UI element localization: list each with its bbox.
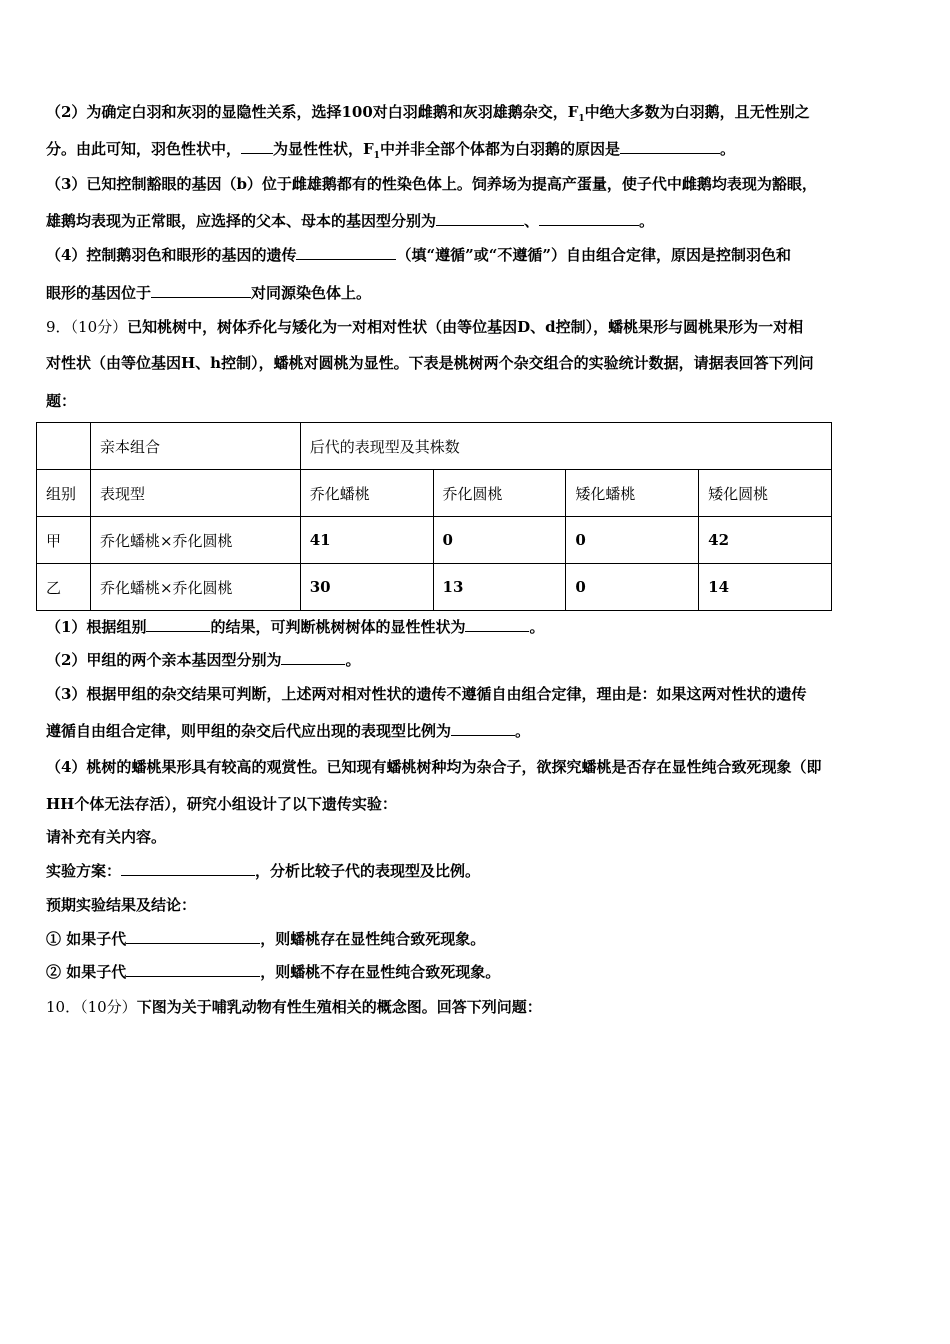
q9-expected-results: 预期实验结果及结论： xyxy=(46,896,197,914)
answer-blank[interactable] xyxy=(620,139,720,154)
row-group: 甲 xyxy=(37,517,91,564)
q9-sub2: （2）甲组的两个亲本基因型分别为 。 xyxy=(46,651,361,669)
answer-blank[interactable] xyxy=(241,139,273,154)
row-parents: 乔化蟠桃×乔化圆桃 xyxy=(90,517,300,564)
answer-blank[interactable] xyxy=(151,283,251,298)
cross-data-table xyxy=(36,422,832,611)
row-parents: 乔化蟠桃×乔化圆桃 xyxy=(90,564,300,611)
q9-result-1: ① 如果子代 ，则蟠桃存在显性纯合致死现象。 xyxy=(46,930,486,948)
question-number: 10．（10分） xyxy=(46,998,137,1016)
q9-intro-line3: 题： xyxy=(46,392,77,410)
header-parent-combination: 亲本组合 xyxy=(90,423,300,470)
table-subheader-row xyxy=(37,470,832,517)
answer-blank[interactable] xyxy=(146,617,210,632)
row-count: 13 xyxy=(433,564,566,611)
row-count: 42 xyxy=(699,517,832,564)
table-header-row xyxy=(37,423,832,470)
header-type: 乔化圆桃 xyxy=(433,470,566,517)
row-count: 30 xyxy=(300,564,433,611)
q9-sub4-line2: HH个体无法存活），研究小组设计了以下遗传实验： xyxy=(46,795,397,813)
answer-blank[interactable] xyxy=(281,650,345,665)
answer-blank[interactable] xyxy=(436,211,524,226)
answer-blank[interactable] xyxy=(126,929,260,944)
header-type: 矮化圆桃 xyxy=(699,470,832,517)
q9-supplement: 请补充有关内容。 xyxy=(46,828,167,846)
header-phenotype: 表现型 xyxy=(90,470,300,517)
header-type: 乔化蟠桃 xyxy=(300,470,433,517)
question-number: 9．（10分） xyxy=(46,318,128,336)
q8-part3-line2: 雄鹅均表现为正常眼，应选择的父本、母本的基因型分别为 、 。 xyxy=(46,212,655,230)
row-group: 乙 xyxy=(37,564,91,611)
q9-intro-line2: 对性状（由等位基因H、h控制），蟠桃对圆桃为显性。下表是桃树两个杂交组合的实验统计数据，请据表回答下列问 xyxy=(46,354,814,372)
q8-part3-line1: （3）已知控制豁眼的基因（b）位于雌雄鹅都有的性染色体上。饲养场为提高产蛋量，使子代中雌鹅均表现为豁眼， xyxy=(46,175,817,193)
row-count: 41 xyxy=(300,517,433,564)
answer-blank[interactable] xyxy=(126,962,260,977)
row-count: 14 xyxy=(699,564,832,611)
q9-sub3-line2: 遵循自由组合定律，则甲组的杂交后代应出现的表现型比例为 。 xyxy=(46,722,531,740)
q9-sub4-line1: （4）桃树的蟠桃果形具有较高的观赏性。已知现有蟠桃树种均为杂合子，欲探究蟠桃是否存在显性纯合致死现象（即 xyxy=(46,758,822,776)
q10-intro: 10．（10分）下图为关于哺乳动物有性生殖相关的概念图。回答下列问题： xyxy=(46,998,542,1016)
q8-part2-line1: （2）为确定白羽和灰羽的显隐性关系，选择100对白羽雌鹅和灰羽雄鹅杂交，$F_1$中绝大多数为白羽鹅，且无性别之 xyxy=(46,103,810,124)
q9-sub3-line1: （3）根据甲组的杂交结果可判断，上述两对相对性状的遗传不遵循自由组合定律，理由是：如果这两对性状的遗传 xyxy=(46,685,807,703)
answer-blank[interactable] xyxy=(451,721,515,736)
answer-blank[interactable] xyxy=(296,245,396,260)
q8-part2-line2: 分。由此可知，羽色性状中， 为显性性状，$F_1$中并非全部个体都为白羽鹅的原因是 。 xyxy=(46,140,735,161)
header-type: 矮化蟠桃 xyxy=(566,470,699,517)
row-count: 0 xyxy=(433,517,566,564)
row-count: 0 xyxy=(566,517,699,564)
q8-part4-line1: （4）控制鹅羽色和眼形的基因的遗传 （填“遵循”或“不遵循”）自由组合定律，原因是控制羽色和 xyxy=(46,246,791,264)
q8-part4-line2: 眼形的基因位于 对同源染色体上。 xyxy=(46,284,372,302)
q9-sub1: （1）根据组别 的结果，可判断桃树树体的显性性状为 。 xyxy=(46,618,545,636)
header-offspring: 后代的表现型及其株数 xyxy=(300,423,831,470)
q9-experiment-plan: 实验方案： ，分析比较子代的表现型及比例。 xyxy=(46,862,481,880)
answer-blank[interactable] xyxy=(539,211,639,226)
q9-result-2: ② 如果子代 ，则蟠桃不存在显性纯合致死现象。 xyxy=(46,963,501,981)
row-count: 0 xyxy=(566,564,699,611)
answer-blank[interactable] xyxy=(121,861,255,876)
table-row xyxy=(37,517,832,564)
q9-intro-line1: 9．（10分）已知桃树中，树体乔化与矮化为一对相对性状（由等位基因D、d控制），蟠桃果形与圆桃果形为一对相 xyxy=(46,318,804,336)
table-row xyxy=(37,564,832,611)
answer-blank[interactable] xyxy=(465,617,529,632)
header-group: 组别 xyxy=(37,470,91,517)
